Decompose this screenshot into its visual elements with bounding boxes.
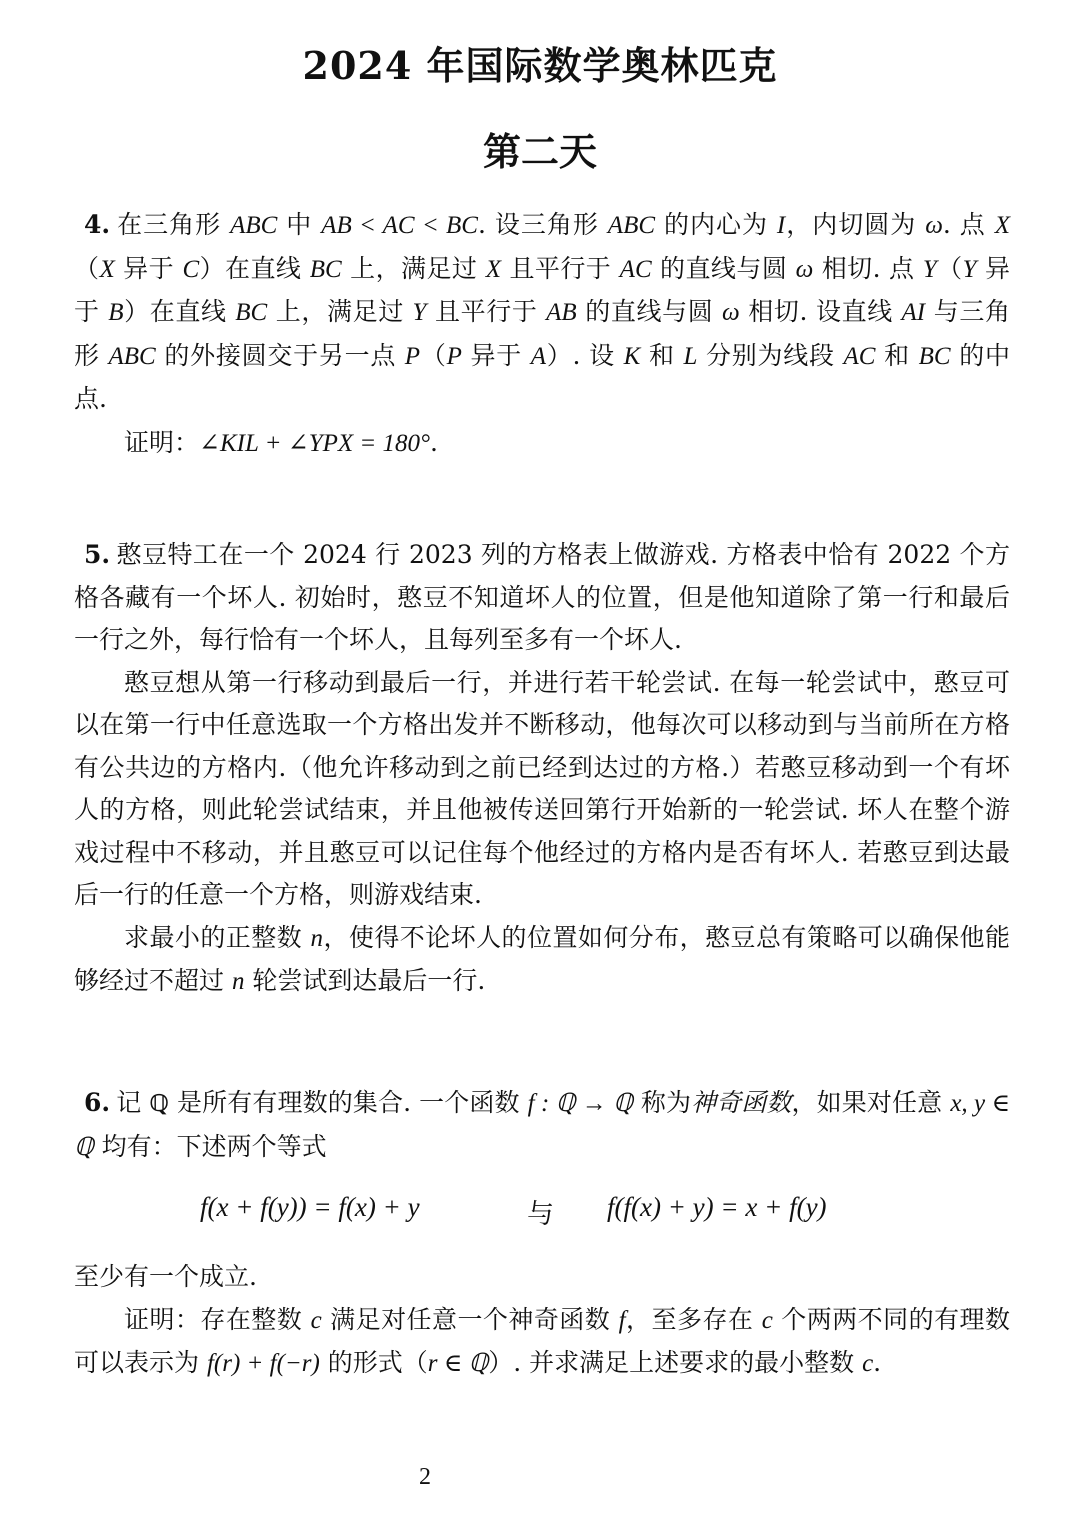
text: 称为 (632, 1088, 692, 1117)
text: 且平行于 (501, 253, 620, 283)
proof-label: 证明： (124, 427, 200, 457)
text: 的外接圆交于另一点 (155, 340, 405, 370)
text: 相切. 点 (813, 253, 923, 283)
problem-5-number: 5. (84, 540, 111, 569)
math: ω (795, 255, 814, 283)
text: 证明：存在整数 (124, 1304, 311, 1334)
math: ABC (108, 342, 156, 370)
text: 异于 (74, 253, 1010, 326)
math: x, y ∈ ℚ (74, 1090, 1011, 1161)
math: AB < AC < BC (321, 212, 478, 239)
text: . 点 (942, 210, 995, 239)
math: AI (901, 299, 926, 326)
text: ，内切圆为 (785, 210, 926, 239)
text: 异于 (461, 340, 531, 370)
problem-5 (74, 534, 1010, 1004)
math: P (404, 342, 421, 370)
text: . (430, 427, 438, 457)
math: n (231, 968, 245, 995)
math: n (310, 924, 323, 952)
text: 满足对任意一个神奇函数 (321, 1304, 619, 1334)
text: 的形式（ (319, 1348, 428, 1377)
text: 的中点. (74, 340, 1010, 413)
math: c (862, 1350, 874, 1377)
text: 的直线与圆 (651, 253, 796, 283)
text: ）在直线 (199, 253, 310, 283)
math: Y (962, 255, 977, 283)
math: BC (918, 342, 951, 370)
math: C (182, 255, 200, 283)
text: ）. 设 (546, 340, 624, 370)
text: ，至多存在 (625, 1304, 762, 1334)
problem-5-para-3 (74, 917, 1010, 1004)
math: I (776, 212, 786, 239)
equation-conjunction: 与 (527, 1199, 554, 1230)
proof-formula: ∠KIL + ∠YPX = 180° (199, 429, 431, 457)
math: ABC (607, 212, 656, 239)
math: Y (412, 299, 427, 326)
math: AC (843, 342, 876, 370)
text: 与三角形 (74, 297, 1010, 370)
problem-6-continued (74, 1256, 1010, 1386)
text: ，如果对任意 (791, 1088, 951, 1117)
text: 是所有有理数的集合. 一个函数 (168, 1088, 528, 1117)
document-title: 2024 年国际数学奥林匹克 (302, 43, 778, 88)
math: B (108, 299, 124, 326)
equation-2: f(f(x) + y) = x + f(y) (607, 1192, 827, 1222)
math: AC (619, 255, 652, 283)
problem-5-para-1 (74, 534, 1010, 662)
text: 记 (116, 1088, 150, 1117)
math: K (623, 342, 641, 370)
text: ，使得不论坏人的位置如何分布，憨豆总有策略可以确保他能够经过不超过 (74, 922, 1010, 995)
math: f : ℚ → ℚ (527, 1090, 633, 1117)
text: 相切. 设直线 (739, 297, 902, 326)
problem-6 (74, 1082, 1010, 1169)
math: Y (922, 255, 937, 283)
math: BC (235, 299, 268, 326)
text: 个两两不同的有理数可以表示为 (74, 1304, 1010, 1377)
math: f(r) + f(−r) (206, 1350, 320, 1377)
text: 分别为线段 (697, 340, 844, 370)
rationals-symbol: ℚ (149, 1091, 169, 1117)
emphasized-term: 神奇函数 (691, 1088, 792, 1117)
text: 轮尝试到达最后一行. (244, 966, 486, 995)
display-equations (0, 1192, 1080, 1236)
problem-6-number: 6. (84, 1088, 111, 1117)
math: P (446, 342, 462, 370)
text: 憨豆特工在一个 2024 行 2023 列的方格表上做游戏. 方格表中恰有 2022 个方格各藏有一个坏人. 初始时，憨豆不知道坏人的位置，但是他知道除了第一行和最后一行之外，每行恰有一个坏人，且每列至多有一个坏人. (74, 540, 1010, 654)
math: X (994, 212, 1011, 239)
problem-6-statement (74, 1082, 1010, 1169)
math: ω (925, 212, 943, 239)
math: X (485, 255, 502, 283)
math: X (99, 255, 115, 283)
text: （ (74, 253, 100, 283)
math: L (683, 342, 698, 370)
problem-4-number: 4. (84, 210, 111, 239)
text: 求最小的正整数 (124, 922, 311, 952)
problem-6-after-equations: 至少有一个成立. (74, 1262, 257, 1291)
text: 异于 (114, 253, 183, 283)
problem-4 (74, 204, 1010, 465)
problem-4-statement (74, 204, 1010, 422)
text: 的内心为 (655, 210, 777, 239)
math: BC (309, 255, 342, 283)
math: AB (546, 299, 577, 326)
problem-4-proof (74, 422, 1010, 466)
text: ）在直线 (123, 297, 236, 326)
math: c (761, 1306, 773, 1334)
text: 的直线与圆 (576, 297, 723, 326)
text: 上，满足过 (267, 297, 413, 326)
math: ABC (230, 212, 278, 239)
problem-6-proof (74, 1299, 1010, 1386)
text: . 设三角形 (477, 210, 608, 239)
math: f (618, 1306, 626, 1334)
page-number: 2 (419, 1464, 431, 1490)
text: 上，满足过 (341, 253, 486, 283)
text: （ (936, 253, 963, 283)
text: （ (420, 340, 447, 370)
text: 和 (875, 340, 919, 370)
math: ω (722, 299, 740, 326)
text: ）. 并求满足上述要求的最小整数 (488, 1348, 863, 1377)
math: A (530, 342, 547, 370)
text: 在三角形 (116, 210, 231, 239)
math: c (310, 1306, 322, 1334)
math: r ∈ ℚ (427, 1350, 489, 1377)
text: 中 (277, 210, 322, 239)
problem-5-para-2: 憨豆想从第一行移动到最后一行，并进行若干轮尝试. 在每一轮尝试中，憨豆可以在第一行中任意选取一个方格出发并不断移动，他每次可以移动到与当前所在方格有公共边的方格内.（他允许移动到之前已经到达过的方格.）若憨豆移动到一个有坏人的方格，则此轮尝试结束，并且他被传送回第行开始新的一轮尝试. 坏人在整个游戏过程中不移动，并且憨豆可以记住每个他经过的方格内是否有坏人. 若憨豆到达最后一行的任意一个方格，则游戏结束. (74, 667, 1010, 909)
equation-1: f(x + f(y)) = f(x) + y (200, 1192, 420, 1222)
text: 均有：下述两个等式 (93, 1131, 327, 1161)
document-subtitle: 第二天 (482, 129, 597, 174)
text: 和 (640, 340, 684, 370)
text: 且平行于 (426, 297, 547, 326)
text: . (873, 1348, 882, 1377)
